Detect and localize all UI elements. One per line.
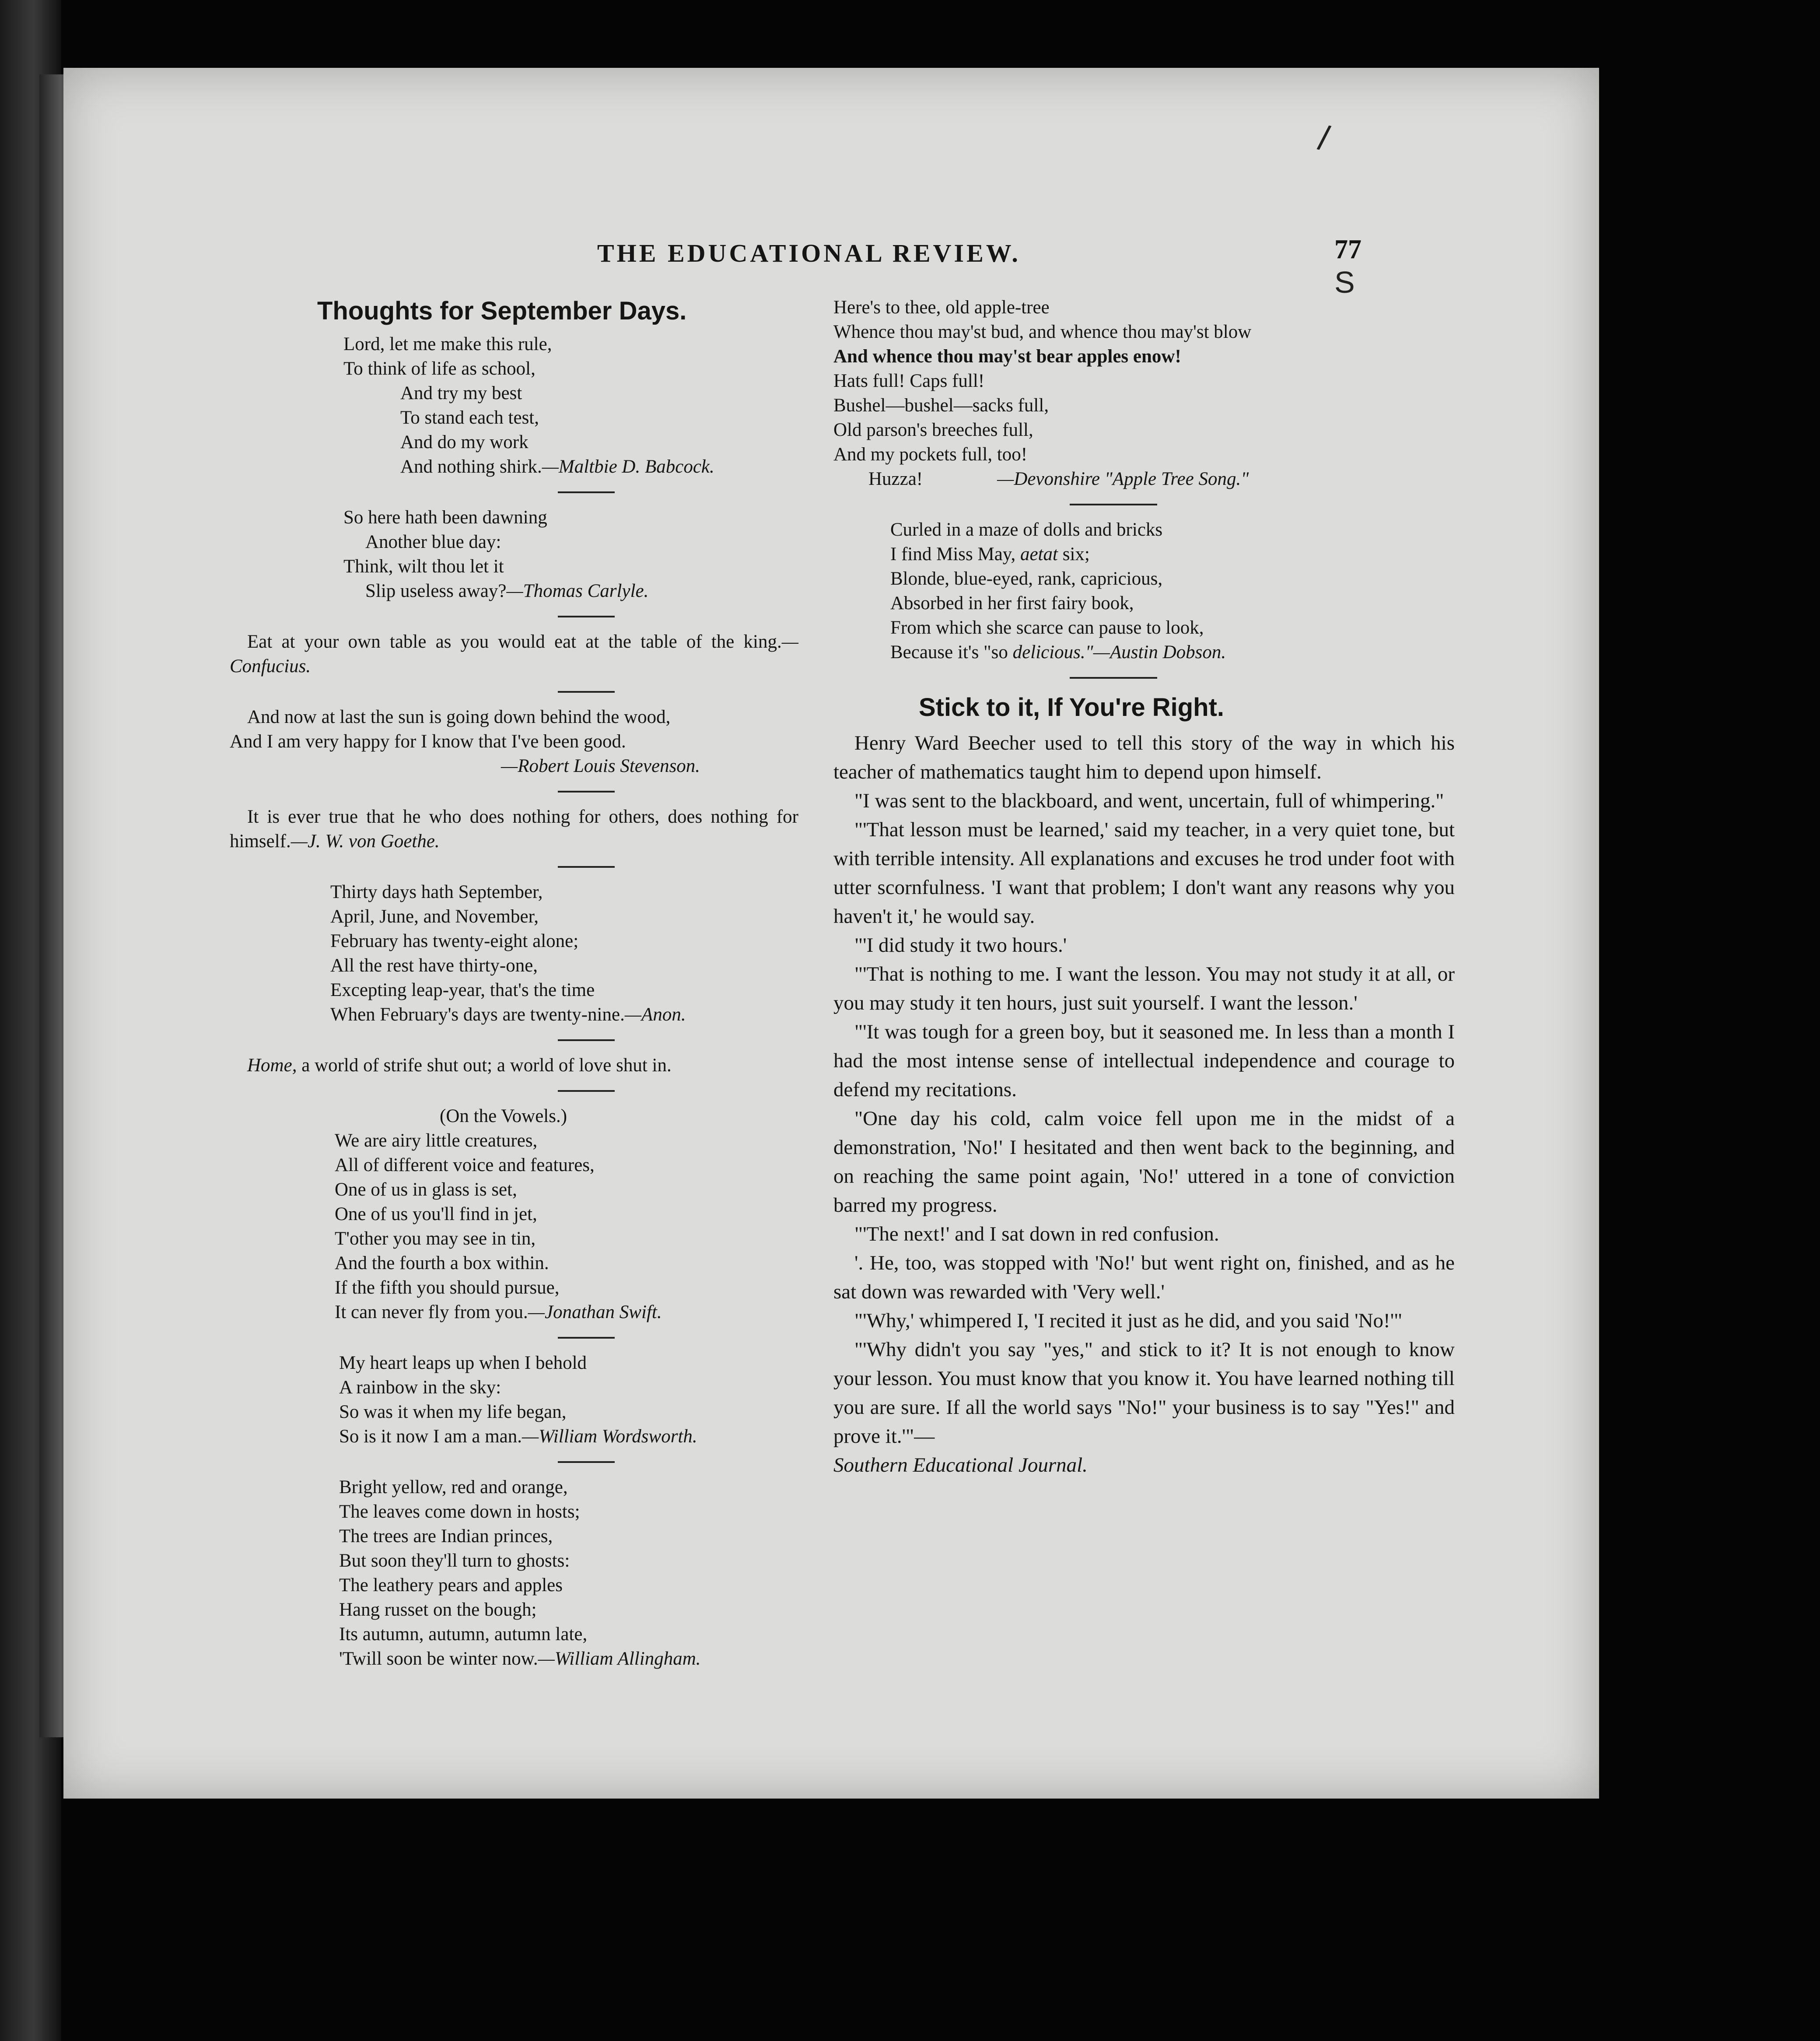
verse-line: So here hath been dawning — [343, 507, 547, 528]
story-body — [833, 729, 1455, 1480]
attribution: —Austin Dobson. — [1093, 642, 1226, 663]
margin-mark: S — [1334, 265, 1355, 299]
verse-line: Bright yellow, red and orange, — [339, 1477, 568, 1497]
paragraph: "I was sent to the blackboard, and went, uncertain, full of whimpering." — [854, 789, 1444, 812]
verse-line: A rainbow in the sky: — [339, 1377, 501, 1398]
verse-line: The trees are Indian princes, — [339, 1526, 553, 1547]
verse-line: Old parson's breeches full, — [833, 420, 1033, 440]
verse-text: six; — [1058, 544, 1090, 565]
divider — [558, 491, 615, 493]
verse-line: And I am very happy for I know that I've been good. — [230, 731, 626, 752]
poem-dobson — [833, 518, 1455, 665]
quote-text: Eat at your own table as you would eat at the table of the king. — [247, 631, 782, 652]
verse-text: So is it now I am a man. — [339, 1426, 522, 1447]
attribution: —Devonshire "Apple Tree Song." — [997, 469, 1249, 489]
verse-line: One of us in glass is set, — [335, 1179, 517, 1200]
verse-line: And do my work — [400, 432, 528, 452]
divider — [558, 866, 615, 868]
verse-line: All the rest have thirty-one, — [330, 955, 538, 976]
verse-line: My heart leaps up when I behold — [339, 1353, 587, 1373]
attribution: —William Allingham. — [538, 1648, 701, 1669]
paragraph: '. He, too, was stopped with 'No!' but went right on, finished, and as he sat down was rewarded with 'Very well.' — [833, 1252, 1455, 1303]
verse-italic: aetat — [1020, 544, 1058, 565]
poem-babcock — [256, 332, 886, 479]
verse-line: Thirty days hath September, — [330, 882, 543, 902]
quote-home — [230, 1053, 798, 1078]
verse-line — [256, 1647, 886, 1671]
source-credit: Southern Educational Journal. — [833, 1454, 1088, 1476]
verse-line — [833, 467, 1455, 491]
quote-text: a world of strife shut out; a world of love shut in. — [297, 1055, 672, 1076]
poem-wordsworth — [256, 1351, 886, 1449]
quote-goethe — [230, 805, 798, 854]
paragraph: "'That lesson must be learned,' said my teacher, in a very quiet tone, but with terrible intensity. All explanations and excuses he trod under foot with utter scornfulness. 'I want that problem; I don't want any reasons why you haven't it,' he would say. — [833, 818, 1455, 928]
verse-heading: (On the Vowels.) — [440, 1106, 567, 1126]
verse-line — [256, 1424, 886, 1449]
verse-line: All of different voice and features, — [335, 1155, 595, 1175]
verse-line: February has twenty-eight alone; — [330, 931, 579, 951]
verse-text: Because it's "so — [890, 642, 1008, 663]
left-column — [230, 295, 886, 1671]
verse-line: To think of life as school, — [343, 358, 536, 379]
divider — [558, 1337, 615, 1339]
divider — [558, 616, 615, 617]
paragraph: "'The next!' and I sat down in red confusion. — [854, 1223, 1219, 1245]
verse-line: And whence thou may'st bear apples enow! — [833, 346, 1181, 367]
paragraph: "'I did study it two hours.' — [854, 934, 1067, 957]
attribution: —Jonathan Swift. — [528, 1302, 662, 1322]
verse-line: If the fifth you should pursue, — [335, 1277, 560, 1298]
paragraph: "'Why didn't you say "yes," and stick to it? It is not enough to know your lesson. You must know that you know it. You have learned nothing till you are sure. If all the world says "No!" your business is to say "Yes!" and prove it.'"— — [833, 1338, 1455, 1448]
divider — [558, 1039, 615, 1041]
running-head: THE EDUCATIONAL REVIEW. — [597, 239, 1021, 267]
attribution: —Anon. — [624, 1004, 686, 1025]
attribution: —Confucius. — [230, 631, 798, 677]
divider — [558, 691, 615, 693]
attribution: —William Wordsworth. — [522, 1426, 697, 1447]
attribution: —J. W. von Goethe. — [290, 831, 440, 852]
divider — [1070, 504, 1157, 505]
verse-line: Here's to thee, old apple-tree — [833, 297, 1050, 318]
page — [63, 68, 1599, 1799]
verse-line: Absorbed in her first fairy book, — [890, 593, 1134, 614]
poem-swift — [256, 1104, 886, 1325]
attribution: —Thomas Carlyle. — [506, 581, 649, 601]
quote-confucius — [230, 630, 798, 679]
verse-line: Bushel—bushel—sacks full, — [833, 395, 1049, 416]
divider — [1070, 677, 1157, 679]
verse-text: And nothing shirk. — [400, 456, 542, 477]
paragraph: "'It was tough for a green boy, but it seasoned me. In less than a month I had the most intense sense of intellectual independence and courage to defend my recitations. — [833, 1020, 1455, 1101]
poem-carlyle — [256, 505, 886, 603]
verse-line: Whence thou may'st bud, and whence thou may'st blow — [833, 322, 1252, 342]
verse-line: Another blue day: — [365, 532, 501, 552]
paragraph: "One day his cold, calm voice fell upon me in the midst of a demonstration, 'No!' I hesitated and then went back to the beginning, and on reaching the same point again, 'No!' uttered in a tone of conviction barred my progress. — [833, 1107, 1455, 1217]
poem-stevenson — [230, 705, 886, 779]
verse-line — [833, 542, 1455, 567]
verse-line: And the fourth a box within. — [335, 1253, 549, 1273]
verse-line — [256, 1003, 886, 1027]
section-title: Thoughts for September Days. — [317, 297, 687, 325]
verse-line: The leathery pears and apples — [339, 1575, 563, 1596]
divider — [558, 1090, 615, 1092]
poem-devonshire — [833, 295, 1455, 491]
verse-line: Hats full! Caps full! — [833, 371, 985, 391]
verse-line: Think, wilt thou let it — [343, 556, 504, 577]
verse-line: From which she scarce can pause to look, — [890, 617, 1204, 638]
verse-line: The leaves come down in hosts; — [339, 1501, 580, 1522]
verse-line: T'other you may see in tin, — [335, 1228, 536, 1249]
verse-line — [256, 1300, 886, 1325]
page-number: 77 — [1334, 235, 1362, 264]
verse-line — [256, 579, 886, 603]
verse-line: Lord, let me make this rule, — [343, 334, 552, 354]
section-title: Stick to it, If You're Right. — [919, 693, 1225, 722]
right-column — [833, 295, 1455, 1480]
verse-line: But soon they'll turn to ghosts: — [339, 1550, 570, 1571]
verse-line: April, June, and November, — [330, 906, 539, 927]
paragraph: "'Why,' whimpered I, 'I recited it just as he did, and you said 'No!'" — [854, 1309, 1403, 1332]
verse-text: I find Miss May, — [890, 544, 1016, 565]
quote-text: It is ever true that he who does nothing for others, does nothing for himself. — [230, 807, 798, 852]
verse-line: We are airy little creatures, — [335, 1130, 538, 1151]
verse-line: And my pockets full, too! — [833, 444, 1028, 465]
verse-line: To stand each test, — [400, 407, 539, 428]
verse-line: Excepting leap-year, that's the time — [330, 980, 595, 1000]
verse-text: 'Twill soon be winter now. — [339, 1648, 538, 1669]
margin-mark: / — [1315, 118, 1333, 158]
divider — [558, 791, 615, 793]
verse-line: One of us you'll find in jet, — [335, 1204, 537, 1224]
verse-line: Its autumn, autumn, autumn late, — [339, 1624, 588, 1645]
divider — [558, 1461, 615, 1463]
verse-text: Huzza! — [868, 469, 923, 489]
verse-line — [256, 455, 886, 479]
verse-line: Curled in a maze of dolls and bricks — [890, 519, 1163, 540]
verse-line: Hang russet on the bough; — [339, 1599, 537, 1620]
poem-anon — [256, 880, 886, 1027]
verse-line: Blonde, blue-eyed, rank, capricious, — [890, 568, 1163, 589]
verse-text: When February's days are twenty-nine. — [330, 1004, 625, 1025]
verse-text: It can never fly from you. — [335, 1302, 528, 1322]
verse-text: Slip useless away? — [365, 581, 507, 601]
paragraph: Henry Ward Beecher used to tell this story of the way in which his teacher of mathematics taught him to depend upon himself. — [833, 732, 1455, 783]
verse-line: And try my best — [400, 383, 522, 403]
attribution: —Maltbie D. Babcock. — [542, 456, 714, 477]
verse-line: And now at last the sun is going down behind the wood, — [247, 707, 671, 727]
verse-line: So was it when my life began, — [339, 1402, 567, 1422]
attribution: —Robert Louis Stevenson. — [501, 756, 700, 776]
paragraph: "'That is nothing to me. I want the lesson. You may not study it at all, or you may study it ten hours, just suit yourself. I want the lesson.' — [833, 963, 1455, 1014]
poem-allingham — [256, 1475, 886, 1671]
verse-italic: delicious." — [1008, 642, 1093, 663]
quote-lead: Home, — [247, 1055, 297, 1076]
verse-line — [833, 640, 1455, 665]
page-header — [63, 235, 1599, 287]
